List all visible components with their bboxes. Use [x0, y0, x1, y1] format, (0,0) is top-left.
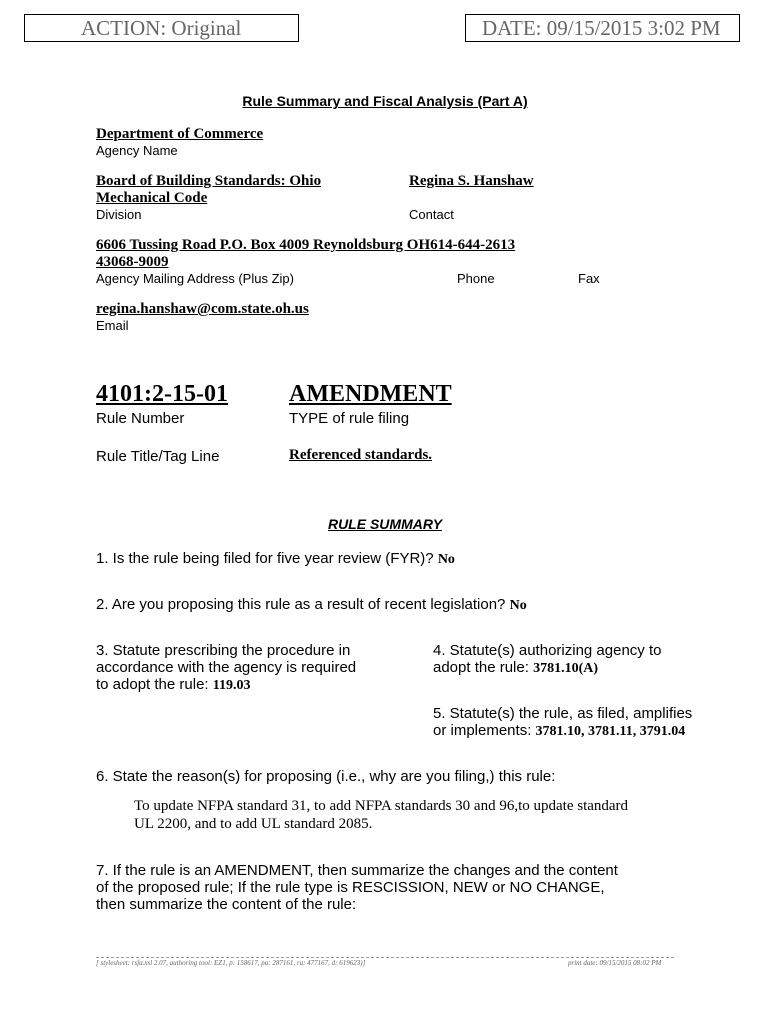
address-label: Agency Mailing Address (Plus Zip) [96, 271, 294, 286]
rule-summary-heading: RULE SUMMARY [327, 516, 443, 532]
phone-label: Phone [457, 271, 495, 286]
question-6-text: 6. State the reason(s) for proposing (i.e., why are you filing,) this rule: [96, 768, 556, 785]
question-2-text: 2. Are you proposing this rule as a result of recent legislation? [96, 596, 506, 613]
question-1-answer: No [437, 552, 455, 567]
rule-number-label: Rule Number [96, 410, 185, 427]
date-text: DATE: 09/15/2015 3:02 PM [482, 16, 721, 40]
question-6-answer [134, 797, 628, 833]
filing-type-label: TYPE of rule filing [289, 410, 410, 427]
address-line1: 6606 Tussing Road P.O. Box 4009 Reynoldsburg OH [96, 237, 431, 253]
date-box [465, 14, 740, 42]
footer-divider [96, 957, 674, 958]
question-6-answer-line2: UL 2200, and to add UL standard 2085. [134, 816, 373, 832]
question-7-line2: of the proposed rule; If the rule type is RESCISSION, NEW or NO CHANGE, [96, 879, 605, 896]
division-value-line2: Mechanical Code [96, 190, 208, 206]
rule-number-value: 4101:2-15-01 [96, 381, 228, 407]
question-4 [433, 642, 661, 677]
agency-name-label: Agency Name [96, 143, 178, 158]
question-3 [96, 642, 356, 694]
address-line2: 43068-9009 [96, 254, 169, 270]
division-label: Division [96, 207, 142, 222]
question-2-answer: No [509, 598, 527, 613]
phone-value: 614-644-2613 [430, 237, 516, 253]
action-text: ACTION: Original [81, 16, 242, 40]
division-value-line1: Board of Building Standards: Ohio [96, 173, 322, 189]
question-1-text: 1. Is the rule being filed for five year review (FYR)? [96, 550, 434, 567]
question-3-line3: to adopt the rule: [96, 676, 209, 693]
question-5-line2: or implements: [433, 722, 532, 739]
contact-value: Regina S. Hanshaw [409, 173, 534, 189]
question-3-line2: accordance with the agency is required [96, 659, 357, 676]
question-5-answer: 3781.10, 3781.11, 3791.04 [535, 724, 686, 739]
question-5-line1: 5. Statute(s) the rule, as filed, amplifies [433, 705, 693, 722]
question-3-answer: 119.03 [212, 678, 251, 693]
email-value: regina.hanshaw@com.state.oh.us [96, 301, 309, 317]
question-2 [96, 596, 527, 614]
filing-type-value: AMENDMENT [289, 381, 452, 407]
question-6-answer-line1: To update NFPA standard 31, to add NFPA standards 30 and 96,to update standard [134, 798, 629, 814]
question-1 [96, 550, 455, 568]
question-7 [96, 862, 618, 913]
question-4-answer: 3781.10(A) [533, 661, 599, 676]
footer-left: [ stylesheet: rsfa.xsl 2.07, authoring tool: EZ1, p: 158617, pa: 287161, ra: 477167, d: 619623)] [96, 959, 366, 967]
question-3-line1: 3. Statute prescribing the procedure in [96, 642, 351, 659]
footer-right: print date: 09/15/2015 08:02 PM [568, 959, 662, 967]
fax-label: Fax [578, 271, 600, 286]
rule-title-value: Referenced standards. [289, 447, 433, 463]
question-4-line2: adopt the rule: [433, 659, 529, 676]
action-box [24, 14, 299, 42]
rule-title-label: Rule Title/Tag Line [96, 448, 220, 465]
question-7-line1: 7. If the rule is an AMENDMENT, then summarize the changes and the content [96, 862, 618, 879]
page-title: Rule Summary and Fiscal Analysis (Part A) [242, 93, 528, 109]
question-5 [433, 705, 692, 740]
contact-label: Contact [409, 207, 454, 222]
agency-name-value: Department of Commerce [96, 126, 264, 142]
email-label: Email [96, 318, 129, 333]
question-4-line1: 4. Statute(s) authorizing agency to [433, 642, 662, 659]
question-7-line3: then summarize the content of the rule: [96, 896, 357, 913]
